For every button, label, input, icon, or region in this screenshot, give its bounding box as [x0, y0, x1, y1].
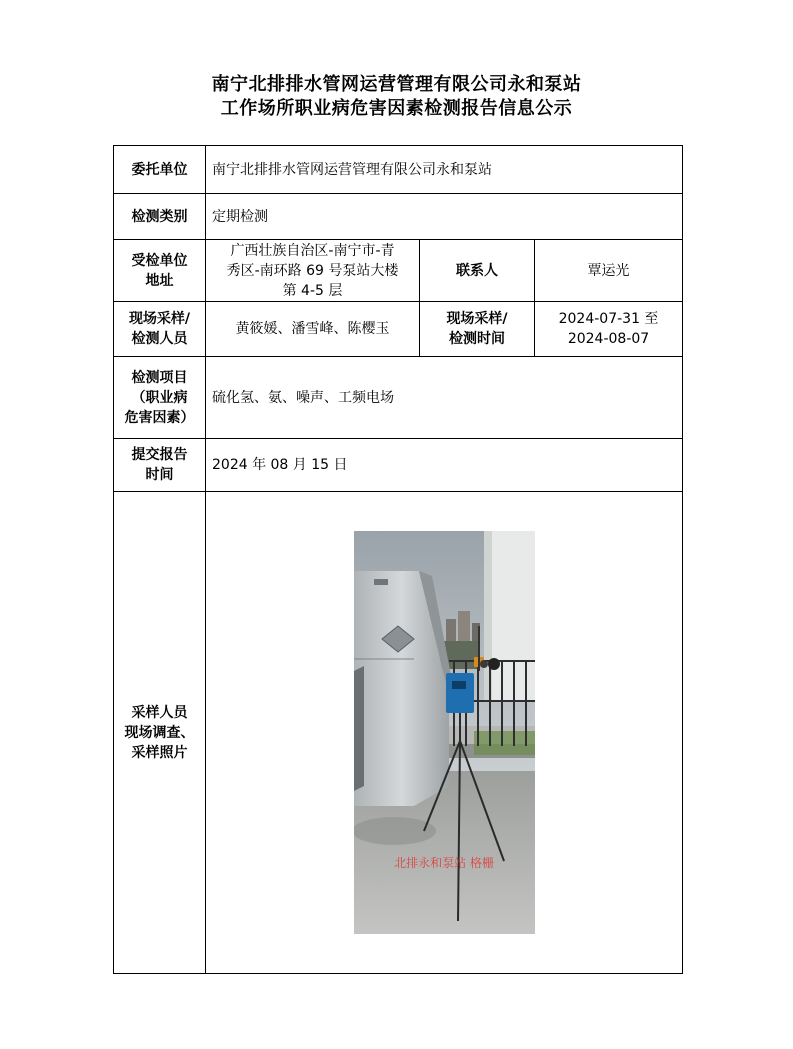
address-value [206, 240, 420, 302]
photo-label-line2: 现场调查、 [124, 724, 195, 741]
report-title-line2: 工作场所职业病危害因素检测报告信息公示 [220, 98, 573, 119]
instrument-box [446, 673, 474, 713]
client-value: 南宁北排排水管网运营管理有限公司永和泵站 [206, 146, 683, 194]
staff-label [114, 302, 206, 357]
report-table [113, 145, 683, 974]
address-label-line2: 地址 [145, 272, 174, 289]
row-staff-time [114, 302, 683, 357]
photo-label [114, 492, 206, 974]
items-label-line2: （职业病 [131, 389, 188, 406]
row-submit [114, 439, 683, 492]
row-client [114, 146, 683, 194]
staff-value: 黄筱媛、潘雪峰、陈樱玉 [206, 302, 420, 357]
items-label-line1: 检测项目 [131, 369, 188, 386]
items-label [114, 357, 206, 439]
report-title-line1: 南宁北排排水管网运营管理有限公司永和泵站 [211, 74, 582, 95]
contact-value: 覃运光 [535, 240, 683, 302]
row-items [114, 357, 683, 439]
items-value: 硫化氢、氨、噪声、工频电场 [206, 357, 683, 439]
photo-caption: 北排永和泵站 格栅 [394, 856, 494, 870]
time-label [420, 302, 535, 357]
row-type [114, 194, 683, 240]
contact-label: 联系人 [420, 240, 535, 302]
staff-label-line2: 检测人员 [131, 331, 188, 347]
address-label [114, 240, 206, 302]
site-photo-illustration [354, 531, 535, 934]
client-label: 委托单位 [114, 146, 206, 194]
address-label-line1: 受检单位 [131, 252, 188, 269]
row-address [114, 240, 683, 302]
address-value-line1: 广西壮族自治区-南宁市-青 [230, 242, 395, 259]
photo-cell [206, 492, 683, 974]
address-value-line3: 第 4-5 层 [282, 282, 343, 299]
items-label-line3: 危害因素） [124, 409, 195, 426]
address-value-line2: 秀区-南环路 69 号泵站大楼 [226, 262, 399, 279]
row-photo [114, 492, 683, 974]
photo-label-line3: 采样照片 [131, 744, 188, 761]
time-value-line1: 2024-07-31 至 [558, 311, 659, 327]
time-label-line1: 现场采样/ [446, 311, 508, 327]
submit-value: 2024 年 08 月 15 日 [206, 439, 683, 492]
photo-label-line1: 采样人员 [131, 704, 188, 721]
staff-label-line1: 现场采样/ [128, 311, 191, 327]
time-label-line2: 检测时间 [449, 331, 505, 347]
type-value: 定期检测 [206, 194, 683, 240]
time-value [535, 302, 683, 357]
type-label: 检测类别 [114, 194, 206, 240]
submit-label-line1: 提交报告 [131, 447, 188, 463]
submit-label-line2: 时间 [145, 467, 174, 483]
submit-label [114, 439, 206, 492]
time-value-line2: 2024-08-07 [567, 331, 650, 347]
site-photo [354, 531, 535, 934]
